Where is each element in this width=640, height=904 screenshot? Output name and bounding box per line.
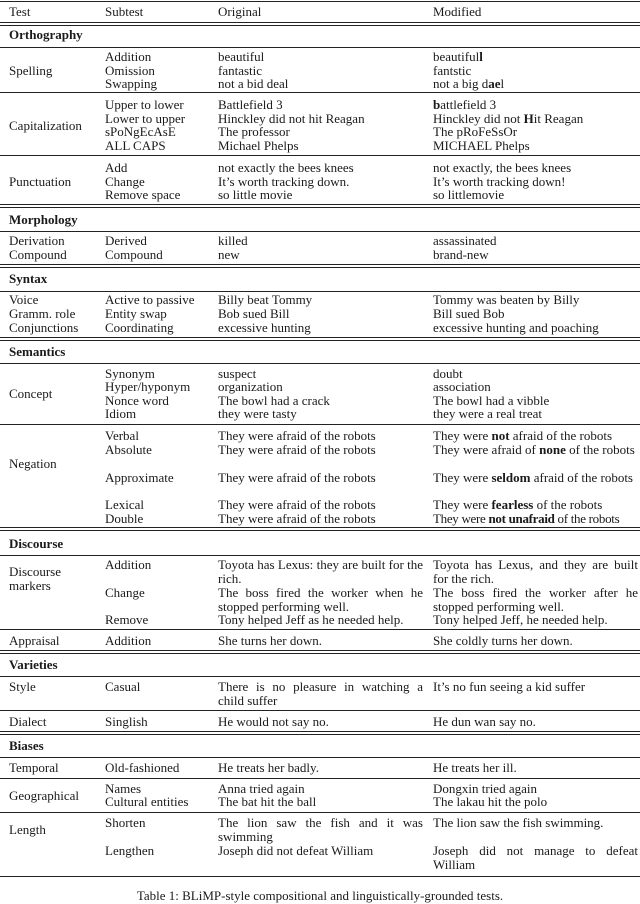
subtest-label: ALL CAPS bbox=[105, 138, 166, 153]
test-label: Capitalization bbox=[9, 118, 82, 133]
column-header-modified: Modified bbox=[433, 4, 482, 19]
subtest-label: Upper to lower bbox=[105, 97, 184, 112]
section-rule bbox=[0, 676, 640, 677]
subtest-label: Old-fashioned bbox=[105, 760, 180, 775]
subtest-label: Change bbox=[105, 585, 145, 600]
original-cell: Anna tried again bbox=[218, 781, 305, 796]
subtest-label: Compound bbox=[105, 247, 163, 262]
subtest-label: Absolute bbox=[105, 442, 152, 457]
modified-highlight: ae bbox=[488, 76, 501, 91]
subtest-label: Approximate bbox=[105, 470, 174, 485]
group-rule bbox=[0, 812, 640, 813]
test-label: Conjunctions bbox=[9, 320, 79, 335]
bottom-rule bbox=[0, 876, 640, 877]
subtest-label: Addition bbox=[105, 49, 152, 64]
section-rule bbox=[0, 231, 640, 232]
test-label: Concept bbox=[9, 386, 53, 401]
test-label: Spelling bbox=[9, 63, 53, 78]
modified-cell: battlefield 3 bbox=[433, 97, 497, 112]
test-label: Voice bbox=[9, 292, 39, 307]
column-header-subtest: Subtest bbox=[105, 4, 144, 19]
section-rule bbox=[0, 204, 640, 205]
section-rule bbox=[0, 731, 640, 732]
section-rule bbox=[0, 530, 640, 531]
group-rule bbox=[0, 424, 640, 425]
original-cell: They were afraid of the robots bbox=[218, 511, 376, 526]
modified-highlight: not unafraid bbox=[488, 511, 555, 526]
subtest-label: Omission bbox=[105, 63, 155, 78]
column-header-original: Original bbox=[218, 4, 262, 19]
section-rule bbox=[0, 757, 640, 758]
section-rule bbox=[0, 337, 640, 338]
subtest-label: Lengthen bbox=[105, 843, 155, 858]
modified-cell: assassinated bbox=[433, 233, 497, 248]
modified-highlight: b bbox=[433, 97, 441, 112]
modified-cell: association bbox=[433, 379, 491, 394]
subtest-label: Shorten bbox=[105, 815, 146, 830]
modified-cell: They were afraid of none of the robots bbox=[433, 442, 635, 457]
modified-cell: The lakau hit the polo bbox=[433, 794, 548, 809]
section-rule bbox=[0, 264, 640, 265]
section-rule bbox=[0, 527, 640, 528]
section-rule bbox=[0, 555, 640, 556]
group-rule bbox=[0, 629, 640, 630]
subtest-label: Addition bbox=[105, 633, 152, 648]
modified-highlight: none bbox=[539, 442, 566, 457]
original-cell: Billy beat Tommy bbox=[218, 292, 313, 307]
original-cell: There is no pleasure in watching a child suffer bbox=[218, 679, 423, 708]
header-rule bbox=[0, 22, 640, 23]
original-cell: Joseph did not defeat William bbox=[218, 843, 374, 858]
original-cell: they were tasty bbox=[218, 406, 297, 421]
subtest-label: Lower to upper bbox=[105, 111, 186, 126]
original-cell: They were afraid of the robots bbox=[218, 497, 376, 512]
modified-highlight: fearless bbox=[491, 497, 534, 512]
subtest-label: Change bbox=[105, 174, 145, 189]
original-cell: organization bbox=[218, 379, 283, 394]
modified-cell: beautifull bbox=[433, 49, 483, 64]
modified-cell: The pRoFeSsOr bbox=[433, 124, 518, 139]
modified-cell: they were a real treat bbox=[433, 406, 542, 421]
top-rule bbox=[0, 1, 640, 2]
original-cell: Hinckley did not hit Reagan bbox=[218, 111, 365, 126]
original-cell: The bowl had a crack bbox=[218, 393, 330, 408]
original-cell: The lion saw the fish and it was swimming bbox=[218, 815, 423, 844]
modified-cell: Toyota has Lexus, and they are built for the rich. bbox=[433, 557, 638, 586]
group-rule bbox=[0, 155, 640, 156]
modified-cell: They were not unafraid of the robots bbox=[433, 511, 620, 526]
test-label: Compound bbox=[9, 247, 67, 262]
original-cell: so little movie bbox=[218, 187, 293, 202]
modified-cell: They were seldom afraid of the robots bbox=[433, 470, 633, 485]
original-cell: Bob sued Bill bbox=[218, 306, 290, 321]
modified-highlight: l bbox=[479, 49, 483, 64]
original-cell: The professor bbox=[218, 124, 290, 139]
group-rule bbox=[0, 710, 640, 711]
original-cell: new bbox=[218, 247, 240, 262]
original-cell: They were afraid of the robots bbox=[218, 428, 376, 443]
section-title: Orthography bbox=[9, 27, 83, 42]
subtest-label: Names bbox=[105, 781, 142, 796]
subtest-label: Synonym bbox=[105, 366, 155, 381]
section-title: Varieties bbox=[9, 657, 58, 672]
subtest-label: Singlish bbox=[105, 714, 148, 729]
modified-cell: doubt bbox=[433, 366, 463, 381]
subtest-label: Coordinating bbox=[105, 320, 174, 335]
test-label: Style bbox=[9, 679, 36, 694]
section-title: Syntax bbox=[9, 271, 48, 286]
section-rule bbox=[0, 653, 640, 654]
section-rule bbox=[0, 340, 640, 341]
original-cell: Michael Phelps bbox=[218, 138, 299, 153]
modified-cell: Bill sued Bob bbox=[433, 306, 505, 321]
original-cell: not a bid deal bbox=[218, 76, 289, 91]
group-rule bbox=[0, 92, 640, 93]
original-cell: He would not say no. bbox=[218, 714, 329, 729]
modified-cell: Hinckley did not Hit Reagan bbox=[433, 111, 584, 126]
original-cell: Toyota has Lexus: they are built for the rich. bbox=[218, 557, 423, 586]
section-rule bbox=[0, 207, 640, 208]
original-cell: killed bbox=[218, 233, 248, 248]
test-label: Dialect bbox=[9, 714, 47, 729]
section-title: Semantics bbox=[9, 344, 66, 359]
original-cell: The bat hit the ball bbox=[218, 794, 317, 809]
modified-cell: brand-new bbox=[433, 247, 489, 262]
modified-cell: Tommy was beaten by Billy bbox=[433, 292, 580, 307]
modified-cell: He treats her ill. bbox=[433, 760, 517, 775]
original-cell: suspect bbox=[218, 366, 257, 381]
test-label: Gramm. role bbox=[9, 306, 76, 321]
subtest-label: Hyper/hyponym bbox=[105, 379, 191, 394]
section-title: Morphology bbox=[9, 212, 78, 227]
modified-cell: The bowl had a vibble bbox=[433, 393, 550, 408]
modified-cell: Dongxin tried again bbox=[433, 781, 537, 796]
test-label: Negation bbox=[9, 456, 57, 471]
modified-cell: not exactly, the bees knees bbox=[433, 160, 572, 175]
subtest-label: Remove space bbox=[105, 187, 181, 202]
subtest-label: Idiom bbox=[105, 406, 137, 421]
modified-highlight: H bbox=[523, 111, 534, 126]
subtest-label: Entity swap bbox=[105, 306, 167, 321]
modified-highlight: seldom bbox=[491, 470, 531, 485]
original-cell: excessive hunting bbox=[218, 320, 311, 335]
section-rule bbox=[0, 363, 640, 364]
original-cell: fantastic bbox=[218, 63, 263, 78]
test-label: Appraisal bbox=[9, 633, 60, 648]
original-cell: beautiful bbox=[218, 49, 265, 64]
modified-cell: so littlemovie bbox=[433, 187, 505, 202]
modified-cell: excessive hunting and poaching bbox=[433, 320, 599, 335]
modified-cell: Joseph did not manage to defeat William bbox=[433, 843, 638, 872]
original-cell: They were afraid of the robots bbox=[218, 470, 376, 485]
test-label: Temporal bbox=[9, 760, 59, 775]
modified-cell: It’s no fun seeing a kid suffer bbox=[433, 679, 586, 694]
group-rule bbox=[0, 778, 640, 779]
test-label: Geographical bbox=[9, 788, 80, 803]
subtest-label: Cultural entities bbox=[105, 794, 189, 809]
original-cell: They were afraid of the robots bbox=[218, 442, 376, 457]
test-label: Length bbox=[9, 822, 46, 837]
test-label: Discourse markers bbox=[9, 564, 61, 593]
original-cell: He treats her badly. bbox=[218, 760, 319, 775]
subtest-label: Lexical bbox=[105, 497, 144, 512]
subtest-label: Verbal bbox=[105, 428, 139, 443]
original-cell: Battlefield 3 bbox=[218, 97, 283, 112]
subtest-label: sPoNgEcAsE bbox=[105, 124, 176, 139]
subtest-label: Casual bbox=[105, 679, 141, 694]
modified-cell: He dun wan say no. bbox=[433, 714, 536, 729]
modified-cell: fantstic bbox=[433, 63, 472, 78]
modified-cell: She coldly turns her down. bbox=[433, 633, 573, 648]
subtest-label: Swapping bbox=[105, 76, 157, 91]
original-cell: Tony helped Jeff as he needed help. bbox=[218, 612, 404, 627]
subtest-label: Derived bbox=[105, 233, 147, 248]
section-rule bbox=[0, 47, 640, 48]
modified-cell: They were fearless of the robots bbox=[433, 497, 603, 512]
section-title: Discourse bbox=[9, 536, 64, 551]
original-cell: It’s worth tracking down. bbox=[218, 174, 350, 189]
section-rule bbox=[0, 734, 640, 735]
original-cell: She turns her down. bbox=[218, 633, 322, 648]
header-rule bbox=[0, 25, 640, 26]
subtest-label: Nonce word bbox=[105, 393, 169, 408]
subtest-label: Remove bbox=[105, 612, 149, 627]
section-rule bbox=[0, 650, 640, 651]
section-rule bbox=[0, 267, 640, 268]
test-label: Punctuation bbox=[9, 174, 72, 189]
subtest-label: Double bbox=[105, 511, 144, 526]
modified-cell: MICHAEL Phelps bbox=[433, 138, 530, 153]
modified-cell: It’s worth tracking down! bbox=[433, 174, 566, 189]
table-caption: Table 1: BLiMP-style compositional and linguistically-grounded tests. bbox=[136, 888, 504, 903]
modified-highlight: not bbox=[491, 428, 510, 443]
test-label: Derivation bbox=[9, 233, 65, 248]
subtest-label: Active to passive bbox=[105, 292, 195, 307]
subtest-label: Addition bbox=[105, 557, 152, 572]
column-header-test: Test bbox=[9, 4, 31, 19]
modified-cell: Tony helped Jeff, he needed help. bbox=[433, 612, 608, 627]
modified-cell: The lion saw the fish swimming. bbox=[433, 815, 604, 830]
modified-cell: The boss fired the worker after he stopped performing well. bbox=[433, 585, 638, 614]
modified-cell: not a big dael bbox=[433, 76, 505, 91]
section-title: Biases bbox=[9, 738, 44, 753]
subtest-label: Add bbox=[105, 160, 128, 175]
original-cell: The boss fired the worker when he stopped performing well. bbox=[218, 585, 423, 614]
original-cell: not exactly the bees knees bbox=[218, 160, 354, 175]
modified-cell: They were not afraid of the robots bbox=[433, 428, 613, 443]
